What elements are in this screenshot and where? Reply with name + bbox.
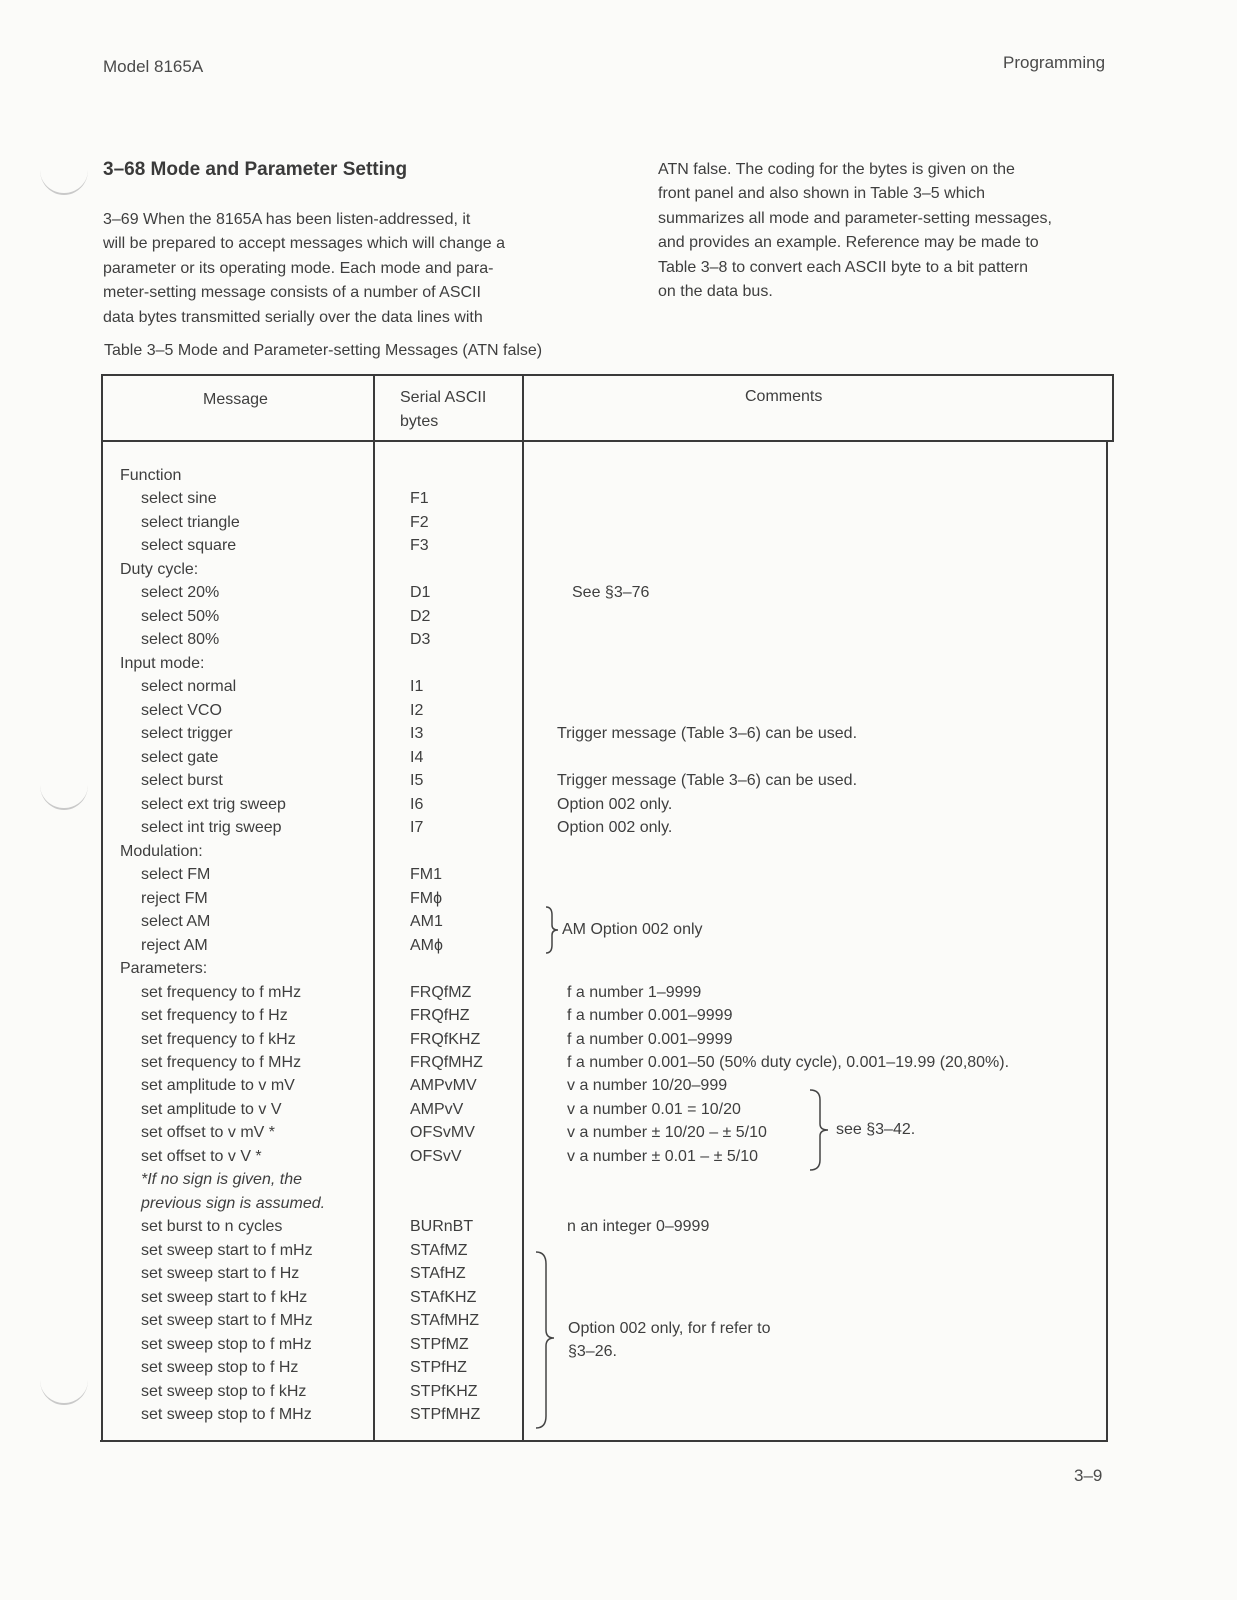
table-row-code: BURnBT [410,1218,474,1236]
table-row-code: I6 [410,795,424,813]
table-row-comment: v a number 10/20–999 [567,1077,728,1095]
table-row-code: AMϕ [410,936,443,954]
paragraph-line: front panel and also shown in Table 3–5 which [658,185,986,203]
table-row-message: select 20% [141,584,220,602]
table-row-code: FRQfHZ [410,1007,470,1025]
table-row-message: set amplitude to v V [141,1100,282,1118]
paragraph-line: meter-setting message consists of a number of ASCII [103,284,481,302]
paragraph-line: on the data bus. [658,282,773,300]
table-row-code: I2 [410,701,424,719]
paragraph-line: summarizes all mode and parameter-setting messages, [658,209,1052,227]
brace-note-sweep-line: Option 002 only, for f refer to [568,1320,771,1337]
table-row-message: reject AM [141,936,208,954]
paragraph-line: Table 3–8 to convert each ASCII byte to a bit pattern [658,258,1029,276]
table-border-top [103,374,1114,376]
table-column-divider [373,374,375,1442]
table-row-message: select normal [141,678,237,696]
table-row-message: select AM [141,913,211,931]
column-header-comments: Comments [745,388,823,405]
binder-hole [40,145,88,195]
table-row-comment: v a number ± 10/20 – ± 5/10 [567,1124,767,1142]
table-row-message: select sine [141,490,217,508]
table-row-comment: Trigger message (Table 3–6) can be used. [557,772,858,790]
table-row-message: set sweep stop to f Hz [141,1359,299,1377]
table-row-code: D2 [410,607,431,625]
table-row-comment: v a number 0.01 = 10/20 [567,1100,741,1118]
table-row-code: FRQfMZ [410,983,472,1001]
table-row-code: I5 [410,772,424,790]
table-row-message: select triangle [141,513,240,531]
table-row-code: STPfHZ [410,1359,467,1377]
binder-hole [40,760,88,810]
table-row-message: set sweep stop to f mHz [141,1335,312,1353]
section-title: 3–68 Mode and Parameter Setting [103,159,408,180]
table-row-comment: Option 002 only. [557,795,673,813]
table-row-code: AM1 [410,913,443,931]
table-row-message: set offset to v mV * [141,1124,275,1142]
table-row-message: set sweep stop to f MHz [141,1406,312,1424]
brace-offset [806,1088,834,1172]
table-border-left [101,374,103,1442]
table-row-comment: n an integer 0–9999 [567,1218,710,1236]
table-row-comment: f a number 1–9999 [567,983,702,1001]
table-row-code: FRQfKHZ [410,1030,481,1048]
table-row-code: F2 [410,513,429,531]
table-row-message: Function [120,467,182,484]
table-row-message: select gate [141,748,219,766]
table-row-code: OFSvV [410,1147,462,1165]
table-row-code: D3 [410,631,431,649]
table-row-comment: f a number 0.001–50 (50% duty cycle), 0.001–19.99 (20,80%). [567,1054,1010,1071]
table-row-code: I7 [410,819,424,837]
table-row-comment: f a number 0.001–9999 [567,1030,733,1048]
table-row-message: set frequency to f kHz [141,1030,296,1048]
page-number: 3–9 [1074,1466,1103,1485]
table-row-message: select square [141,537,237,555]
brace-am [540,905,564,955]
column-header-message: Message [203,391,268,408]
table-row-comment: See §3–76 [572,584,650,602]
table-row-message: set offset to v V * [141,1147,262,1165]
table-row-message: set frequency to f Hz [141,1007,288,1025]
table-header-rule [103,440,1114,442]
table-row-code: FRQfMHZ [410,1054,483,1071]
table-row-code: STPfMHZ [410,1406,481,1424]
table-row-code: D1 [410,584,431,602]
column-header-ascii [400,386,486,434]
table-row-message: set frequency to f MHz [141,1054,302,1071]
table-row-message: reject FM [141,889,208,907]
table-caption: Table 3–5 Mode and Parameter-setting Messages (ATN false) [104,342,543,359]
table-row-message: Duty cycle: [120,560,199,578]
table-row-comment: f a number 0.001–9999 [567,1007,733,1025]
brace-note-am: AM Option 002 only [562,921,703,938]
table-column-divider [522,374,524,1442]
brace-sweep [530,1250,560,1430]
table-row-message: Parameters: [120,960,208,978]
brace-note-see: see §3–42. [836,1121,916,1138]
table-row-message: *If no sign is given, the [141,1171,302,1189]
table-row-message: set amplitude to v mV [141,1077,295,1095]
table-row-message: select burst [141,772,223,790]
table-row-comment: Trigger message (Table 3–6) can be used. [557,725,858,743]
table-border-bottom [100,1440,1108,1442]
paragraph-line: parameter or its operating mode. Each mode and para- [103,259,494,277]
table-row-message: previous sign is assumed. [141,1194,326,1212]
table-border-right [1106,442,1108,1442]
table-row-message: set sweep start to f mHz [141,1241,313,1259]
paragraph-line: 3–69 When the 8165A has been listen-addressed, it [103,211,471,228]
table-border-right [1112,374,1114,442]
table-row-code: I1 [410,678,424,696]
table-row-message: set burst to n cycles [141,1218,283,1236]
table-row-code: AMPvMV [410,1077,477,1095]
table-row-message: set frequency to f mHz [141,983,302,1001]
table-row-comment: Option 002 only. [557,819,673,837]
table-row-code: OFSvMV [410,1124,475,1142]
table-row-message: set sweep start to f Hz [141,1265,300,1283]
table-row-code: I4 [410,748,424,766]
table-row-code: STAfMHZ [410,1312,480,1330]
table-row-message: set sweep stop to f kHz [141,1382,307,1400]
right-paragraph [658,158,1052,304]
header-section: Programming [1003,53,1106,72]
table-row-code: STPfKHZ [410,1382,478,1400]
column-header-ascii-line: Serial ASCII [400,389,487,406]
left-paragraph [103,208,505,330]
paragraph-line: data bytes transmitted serially over the data lines with [103,308,483,326]
paragraph-line: and provides an example. Reference may be made to [658,234,1039,252]
brace-note-sweep [568,1317,770,1363]
column-header-ascii-line: bytes [400,413,439,430]
table-row-code: F3 [410,537,429,555]
table-row-message: set sweep start to f MHz [141,1312,313,1330]
paragraph-line: ATN false. The coding for the bytes is given on the [658,161,1015,178]
table-row-code: I3 [410,725,424,743]
table-row-code: F1 [410,490,429,508]
table-row-code: STPfMZ [410,1335,469,1353]
table-row-message: select trigger [141,725,233,743]
header-model: Model 8165A [103,57,204,76]
table-row-message: select int trig sweep [141,819,282,837]
table-row-code: AMPvV [410,1100,464,1118]
table-row-comment: v a number ± 0.01 – ± 5/10 [567,1147,759,1165]
table-row-message: select ext trig sweep [141,795,286,813]
table-row-code: FM1 [410,866,442,884]
table-row-message: select 50% [141,607,220,625]
table-row-message: set sweep start to f kHz [141,1288,308,1306]
binder-hole [40,1355,88,1405]
table-row-code: STAfKHZ [410,1288,477,1306]
table-row-message: Modulation: [120,842,203,860]
brace-note-sweep-line: §3–26. [568,1343,617,1360]
table-row-message: Input mode: [120,654,205,672]
table-row-code: STAfMZ [410,1241,468,1259]
table-row-message: select VCO [141,701,222,719]
table-row-message: select FM [141,866,211,884]
table-row-code: FMϕ [410,889,443,907]
table-row-message: select 80% [141,631,220,649]
paragraph-line: will be prepared to accept messages which will change a [103,235,505,253]
table-row-code: STAfHZ [410,1265,466,1283]
